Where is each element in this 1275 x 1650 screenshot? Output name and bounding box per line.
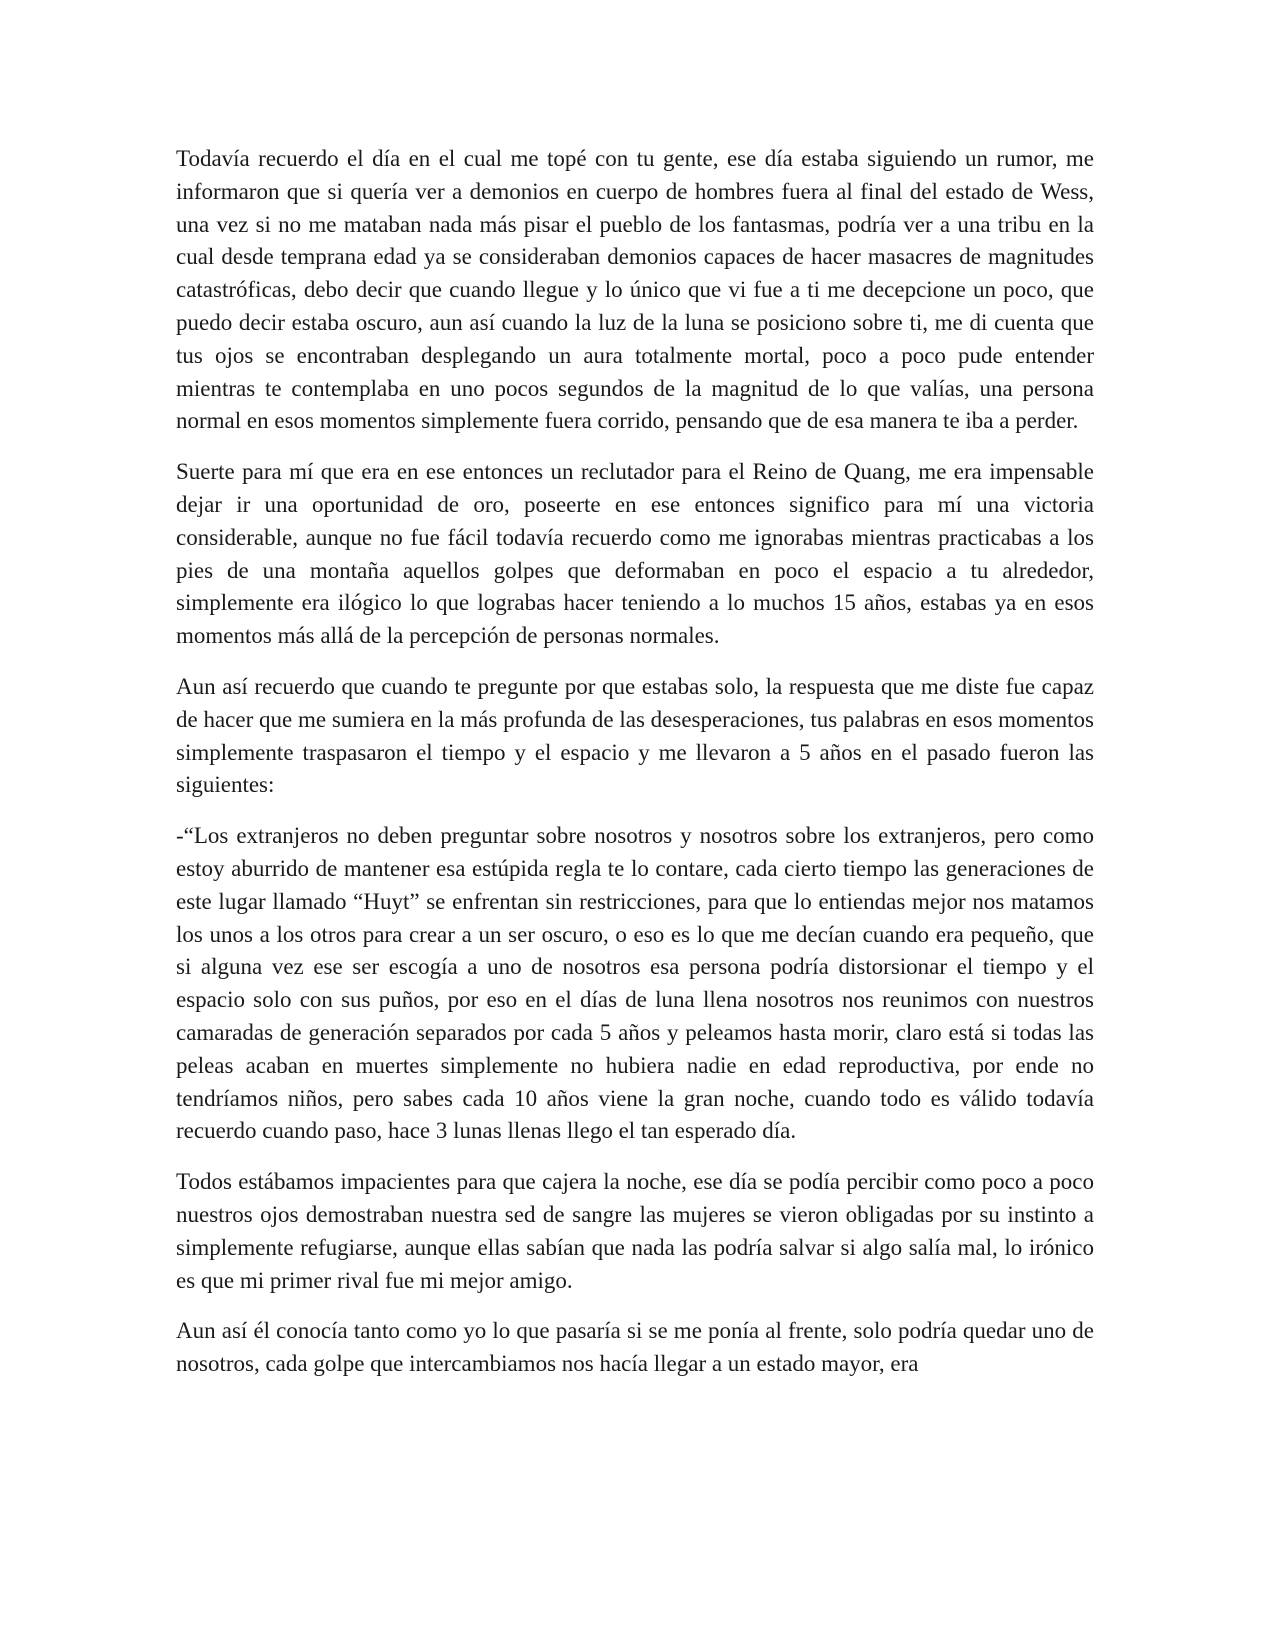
paragraph-3: Aun así recuerdo que cuando te pregunte por que estabas solo, la respuesta que me diste fue capaz de hacer que me sumiera en la más profunda de las desesperaciones, tus palabras en esos momentos simplemente traspasaron el tiempo y el espacio y me llevaron a 5 años en el pasado fueron las siguientes: <box>176 673 1094 798</box>
paragraph-6: Aun así él conocía tanto como yo lo que pasaría si se me ponía al frente, solo podría quedar uno de nosotros, cada golpe que intercambiamos nos hacía llegar a un estado mayor, era <box>176 1318 1094 1377</box>
paragraph-1: Todavía recuerdo el día en el cual me topé con tu gente, ese día estaba siguiendo un rumor, me informaron que si quería ver a demonios en cuerpo de hombres fuera al final del estado de Wess, una vez si no me mataban nada más pisar el pueblo de los fantasmas, podría ver a una tribu en la cual desde temprana edad ya se consideraban demonios capaces de hacer masacres de magnitudes catastróficas, debo decir que cuando llegue y lo único que vi fue a ti me decepcione un poco, que puedo decir estaba oscuro, aun así cuando la luz de la luna se posiciono sobre ti, me di cuenta que tus ojos se encontraban desplegando un aura totalmente mortal, poco a poco pude entender mientras te contemplaba en uno pocos segundos de la magnitud de lo que valías, una persona normal en esos momentos simplemente fuera corrido, pensando que de esa manera te iba a perder. <box>176 146 1094 434</box>
paragraph-4-quote: -“Los extranjeros no deben preguntar sobre nosotros y nosotros sobre los extranjeros, pero como estoy aburrido de mantener esa estúpida regla te lo contare, cada cierto tiempo las generaciones de este lugar llamado “Huyt” se enfrentan sin restricciones, para que lo entiendas mejor nos matamos los unos a los otros para crear a un ser oscuro, o eso es lo que me decían cuando era pequeño, que si alguna vez ese ser escogía a uno de nosotros esa persona podría distorsionar el tiempo y el espacio solo con sus puños, por eso en el días de luna llena nosotros nos reunimos con nuestros camaradas de generación separados por cada 5 años y peleamos hasta morir, claro está si todas las peleas acaban en muertes simplemente no hubiera nadie en edad reproductiva, por ende no tendríamos niños, pero sabes cada 10 años viene la gran noche, cuando todo es válido todavía recuerdo cuando paso, hace 3 lunas llenas llego el tan esperado día. <box>176 823 1094 1144</box>
paragraph-5: Todos estábamos impacientes para que cajera la noche, ese día se podía percibir como poco a poco nuestros ojos demostraban nuestra sed de sangre las mujeres se vieron obligadas por su instinto a simplemente refugiarse, aunque ellas sabían que nada las podría salvar si algo salía mal, lo irónico es que mi primer rival fue mi mejor amigo. <box>176 1169 1094 1293</box>
paragraph-2: Suerte para mí que era en ese entonces un reclutador para el Reino de Quang, me era impensable dejar ir una oportunidad de oro, poseerte en ese entonces significo para mí una victoria considerable, aunque no fue fácil todavía recuerdo como me ignorabas mientras practicabas a los pies de una montaña aquellos golpes que deformaban en poco el espacio a tu alrededor, simplemente era ilógico lo que lograbas hacer teniendo a lo muchos 15 años, estabas ya en esos momentos más allá de la percepción de personas normales. <box>176 459 1094 649</box>
document-body <box>176 143 1094 1399</box>
